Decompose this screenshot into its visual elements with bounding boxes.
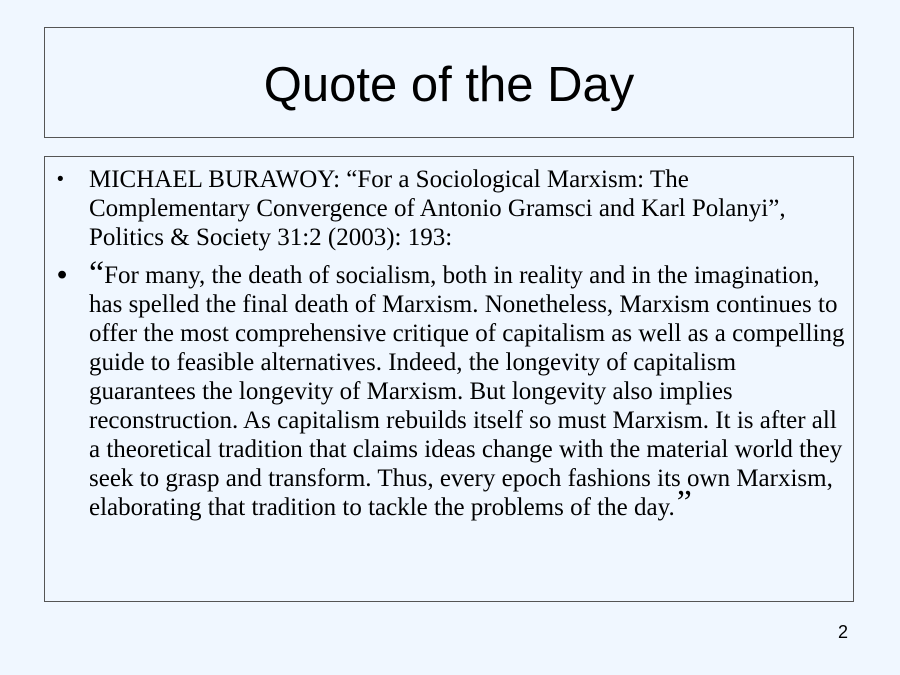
- quote-bullet: [45, 255, 853, 522]
- bullet-icon: •: [57, 169, 64, 190]
- bullet-icon: •: [57, 259, 68, 291]
- slide-title: Quote of the Day: [263, 57, 635, 112]
- open-quote-mark: “: [89, 255, 105, 292]
- page-number: 2: [837, 622, 848, 642]
- citation-text: MICHAEL BURAWOY: “For a Sociological Marxism: The Complementary Convergence of Antonio Gramsci and Karl Polanyi”, Politics & Society 31:2 (2003): 193:: [89, 166, 786, 251]
- quote-paragraph: [89, 255, 845, 522]
- quote-text: For many, the death of socialism, both in reality and in the imagination, has spelled the final death of Marxism. Nonetheless, Marxism continues to offer the most comprehensive critique of capitalism as well as a compelling guide to feasible alternatives. Indeed, the longevity of capitalism guarantees the longevity of Marxism. But longevity also implies reconstruction. As capitalism rebuilds itself so must Marxism. It is after all a theoretical tradition that claims ideas change with the material world they seek to grasp and transform. Thus, every epoch fashions its own Marxism, elaborating that tradition to tackle the problems of the day.: [89, 262, 845, 521]
- content-box: [44, 156, 854, 602]
- citation-bullet: [45, 165, 853, 252]
- close-quote-mark: ”: [676, 484, 692, 521]
- title-box: [44, 27, 854, 138]
